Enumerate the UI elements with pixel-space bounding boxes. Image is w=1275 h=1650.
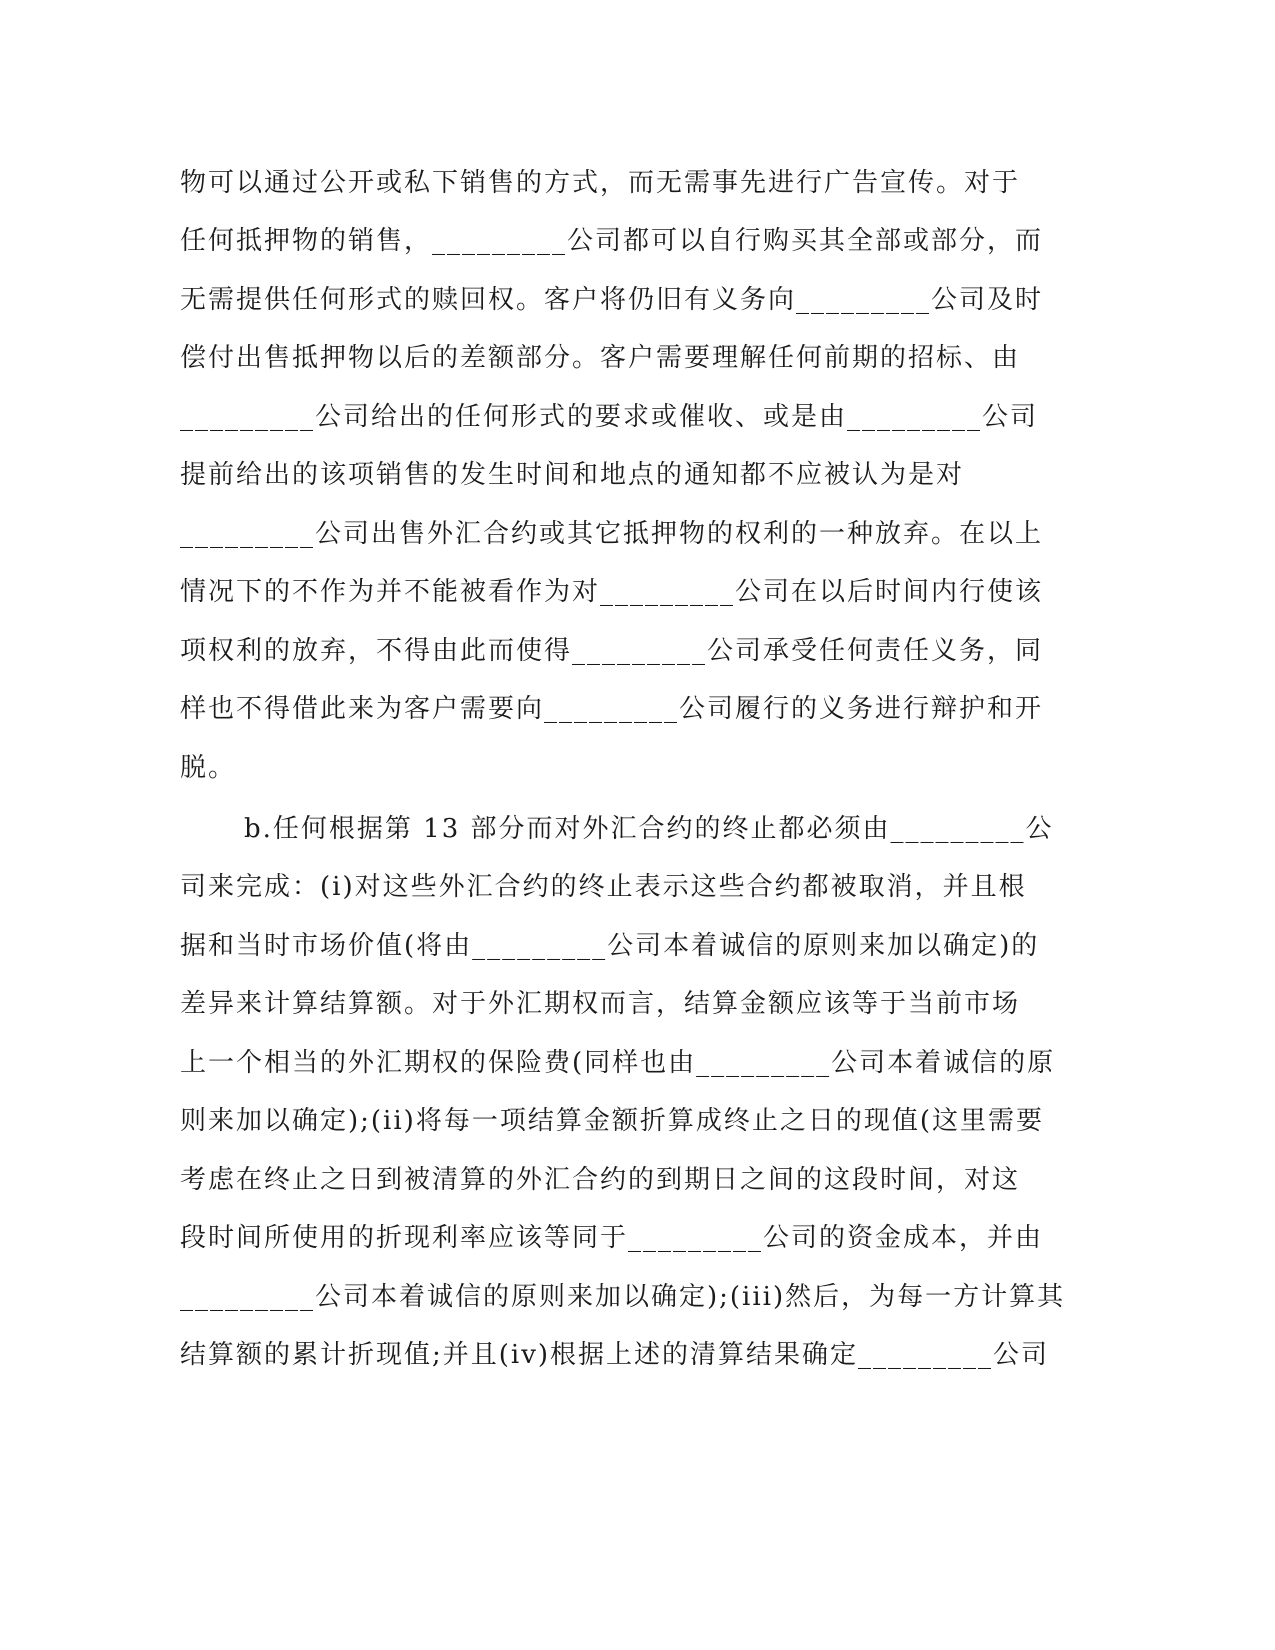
text-line: 结算额的累计折现值;并且(iv)根据上述的清算结果确定_________公司 bbox=[180, 1340, 1050, 1370]
text-line: 样也不得借此来为客户需要向_________公司履行的义务进行辩护和开 bbox=[180, 694, 1044, 724]
text-line: 司来完成：(i)对这些外汇合约的终止表示这些合约都被取消，并且根 bbox=[180, 872, 1027, 902]
text-line: 脱。 bbox=[180, 753, 237, 783]
text-line: 段时间所使用的折现利率应该等同于_________公司的资金成本，并由 bbox=[180, 1223, 1044, 1253]
text-line: 任何抵押物的销售，_________公司都可以自行购买其全部或部分，而 bbox=[180, 226, 1044, 256]
text-line: 考虑在终止之日到被清算的外汇合约的到期日之间的这段时间，对这 bbox=[180, 1165, 1021, 1195]
text-line: _________公司给出的任何形式的要求或催收、或是由_________公司 bbox=[180, 402, 1039, 432]
text-line: 则来加以确定);(ii)将每一项结算金额折算成终止之日的现值(这里需要 bbox=[180, 1106, 1044, 1136]
text-line: 项权利的放弃，不得由此而使得_________公司承受任何责任义务，同 bbox=[180, 636, 1044, 666]
text-line: _________公司出售外汇合约或其它抵押物的权利的一种放弃。在以上 bbox=[180, 519, 1044, 549]
paragraph-b-start: b.任何根据第 13 部分而对外汇合约的终止都必须由_________公 bbox=[244, 814, 1054, 844]
text-line: 提前给出的该项销售的发生时间和地点的通知都不应被认为是对 bbox=[180, 460, 965, 490]
text-line: 物可以通过公开或私下销售的方式，而无需事先进行广告宣传。对于 bbox=[180, 168, 1021, 198]
text-line: 差异来计算结算额。对于外汇期权而言，结算金额应该等于当前市场 bbox=[180, 989, 1021, 1019]
text-line: 据和当时市场价值(将由_________公司本着诚信的原则来加以确定)的 bbox=[180, 931, 1040, 961]
text-line: 上一个相当的外汇期权的保险费(同样也由_________公司本着诚信的原 bbox=[180, 1048, 1056, 1078]
text-line: 偿付出售抵押物以后的差额部分。客户需要理解任何前期的招标、由 bbox=[180, 343, 1021, 373]
text-line: 无需提供任何形式的赎回权。客户将仍旧有义务向_________公司及时 bbox=[180, 285, 1044, 315]
text-line: 情况下的不作为并不能被看作为对_________公司在以后时间内行使该 bbox=[180, 577, 1044, 607]
text-line: _________公司本着诚信的原则来加以确定);(iii)然后，为每一方计算其 bbox=[180, 1282, 1066, 1312]
